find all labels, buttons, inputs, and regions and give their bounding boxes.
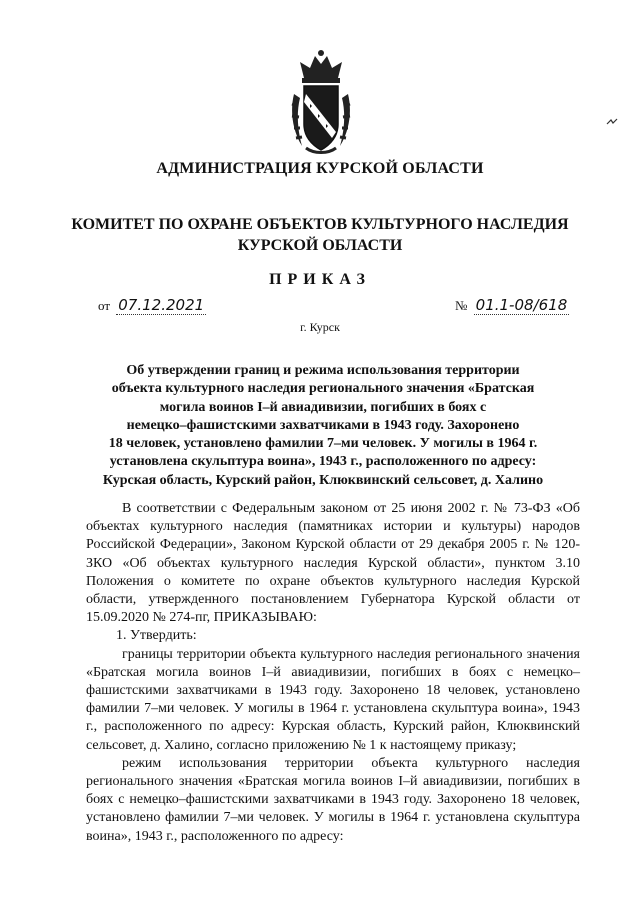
item-heading: 1. Утвердить: (116, 628, 197, 644)
document-type-title: ПРИКАЗ (269, 271, 371, 288)
subject-line: могила воинов I–й авиадивизии, погибших в боях с (159, 399, 487, 415)
kursk-coat-of-arms-icon (288, 48, 354, 156)
date-label: от (98, 298, 111, 313)
order-subject (82, 362, 564, 490)
scan-mark-icon (606, 118, 618, 126)
handwritten-number: 01.1-08/618 (475, 296, 568, 314)
handwritten-date: 07.12.2021 (118, 296, 205, 314)
committee-title-line1: КОМИТЕТ ПО ОХРАНЕ ОБЪЕКТОВ КУЛЬТУРНОГО НАСЛЕДИЯ (71, 216, 569, 233)
subject-line: установлена скульптура воина», 1943 г., расположенного по адресу: (109, 454, 537, 470)
usage-regime-paragraph: режим использования территории объекта культурного наследия регионального значения «Братская могила воинов I–й авиадивизии, погибших в боях с немецко–фашистскими захватчиками в 1943 году. Захоронено 18 человек, установлено фамилии 7–ми человек. У могилы в 1964 г. установлена скульптура воина», 1943 г., расположенного по адресу: (86, 755, 580, 844)
subject-line: объекта культурного наследия регионального значения «Братская (111, 381, 535, 397)
number-label: № (455, 298, 468, 313)
subject-line: Об утверждении границ и режима использования территории (126, 363, 520, 378)
city-line: г. Курск (300, 320, 340, 334)
committee-title-line2: КУРСКОЙ ОБЛАСТИ (237, 237, 403, 254)
subject-line: немецко–фашистскими захватчиками в 1943 году. Захоронено (126, 417, 520, 433)
order-number (455, 296, 569, 315)
subject-line: Курская область, Курский район, Клюквинский сельсовет, д. Халино (102, 472, 544, 488)
committee-title (0, 214, 640, 256)
boundaries-paragraph: границы территории объекта культурного наследия регионального значения «Братская могила воинов I–й авиадивизии, погибших в боях с немецко–фашистскими захватчиками в 1943 году. Захоронено 18 человек, установлено фамилии 7–ми человек. У могилы в 1964 г. установлена скульптура воина», 1943 г., расположенного по адресу: Курская область, Курский район, Клюквинский сельсовет, д. Халино, согласно приложению № 1 к настоящему приказу; (86, 646, 580, 753)
order-body (86, 500, 580, 846)
legal-basis-paragraph: В соответствии с Федеральным законом от 25 июня 2002 г. № 73-ФЗ «Об объектах культурного наследия (памятниках истории и культуры) народов Российской Федерации», Законом Курской области от 29 декабря 2005 г. № 120-ЗКО «Об объектах культурного наследия Курской области», пунктом 3.10 Положения о комитете по охране объектов культурного наследия Курской области, утвержденного постановлением Губернатора Курской области от 15.09.2020 № 274-пг, ПРИКАЗЫВАЮ: (86, 501, 580, 626)
subject-line: 18 человек, установлено фамилии 7–ми человек. У могилы в 1964 г. (108, 436, 538, 452)
order-date (98, 296, 206, 315)
administration-title: АДМИНИСТРАЦИЯ КУРСКОЙ ОБЛАСТИ (156, 160, 484, 177)
